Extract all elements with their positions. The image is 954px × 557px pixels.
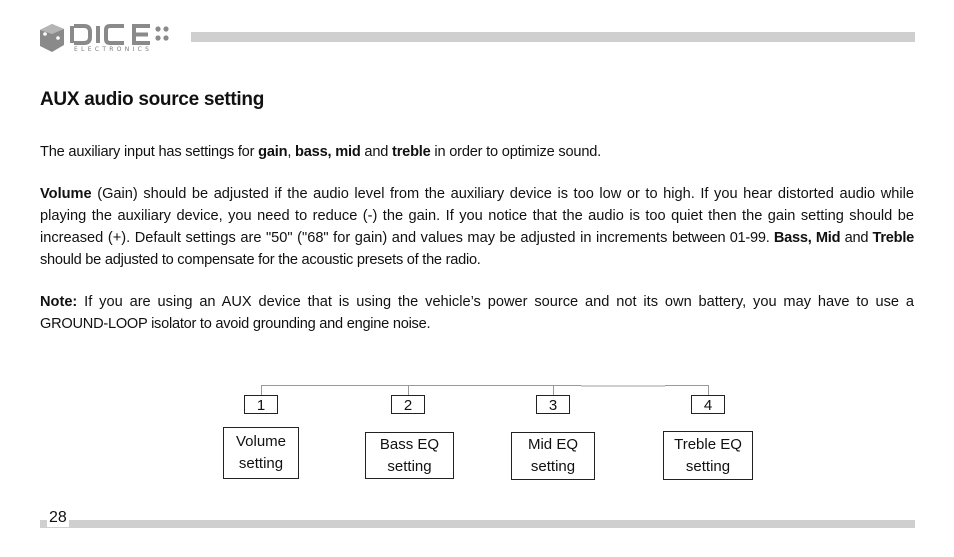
diagram-tick [708, 385, 709, 395]
page-title: AUX audio source setting [40, 89, 265, 110]
intro-paragraph [40, 141, 914, 163]
number-box-2: 2 [391, 395, 425, 414]
diagram-tick [553, 385, 554, 395]
text: should be adjusted to compensate for the acoustic presets of the radio. [40, 252, 481, 268]
box-label-line: setting [238, 455, 284, 472]
text: in order to optimize sound. [430, 144, 602, 160]
diagram-connector-shade [581, 385, 665, 387]
treble-eq-setting-box [663, 431, 753, 480]
text: (Gain) should be adjusted if the audio level from the auxiliary device is too low or to high. If you hear distorted audio while playing the auxiliary device, you need to reduce (-) the gain. If you notice that the audio is too quiet then the gain setting should be increased (+). Default settings are "50" ("68" for gain) and values may be adjusted in increments [40, 186, 914, 246]
dice-logo [38, 20, 184, 56]
text: and [360, 144, 393, 160]
box-label-line: Mid EQ [527, 436, 578, 453]
number-box-1: 1 [244, 395, 278, 414]
text: If you are using an AUX device that is using the vehicle’s power source and not its own battery, you may have to use a [77, 294, 914, 310]
note-paragraph [40, 291, 914, 335]
bold-text: Bass, Mid [773, 230, 841, 246]
page-number: 28 [49, 509, 67, 526]
box-label-line: Volume [235, 433, 287, 450]
box-label [380, 434, 439, 478]
number-box-4: 4 [691, 395, 725, 414]
text: The auxiliary input has settings for [40, 144, 259, 160]
bold-text: Note: [40, 294, 78, 310]
mid-eq-setting-box [511, 432, 595, 480]
bass-eq-setting-box [365, 432, 454, 479]
diagram-tick [261, 385, 262, 395]
bold-text: treble [392, 144, 431, 160]
box-label-line: Bass EQ [379, 435, 440, 453]
bold-text: bass, mid [295, 144, 361, 160]
text: and [840, 230, 873, 246]
text: , [287, 144, 296, 160]
diagram-tick [408, 385, 409, 395]
footer-rule [40, 520, 915, 528]
bold-text: Treble [872, 230, 915, 246]
volume-setting-box [223, 427, 299, 479]
box-label-line: setting [685, 457, 731, 475]
logo-subtext: ELECTRONICS [74, 46, 153, 53]
box-label-line: Treble EQ [674, 435, 742, 453]
box-label-line: setting [530, 458, 576, 475]
box-label-line: setting [387, 457, 432, 475]
bold-text: Volume [40, 186, 92, 202]
box-label [674, 434, 742, 478]
bold-text: gain [258, 144, 288, 160]
header-rule [191, 32, 915, 42]
text-tight: GROUND-LOOP isolator to avoid grounding and engine noise. [40, 316, 431, 332]
box-label [236, 431, 286, 475]
text: between 01-99. [671, 230, 774, 246]
number-box-3: 3 [536, 395, 570, 414]
box-label [528, 434, 578, 478]
volume-paragraph [40, 183, 914, 271]
